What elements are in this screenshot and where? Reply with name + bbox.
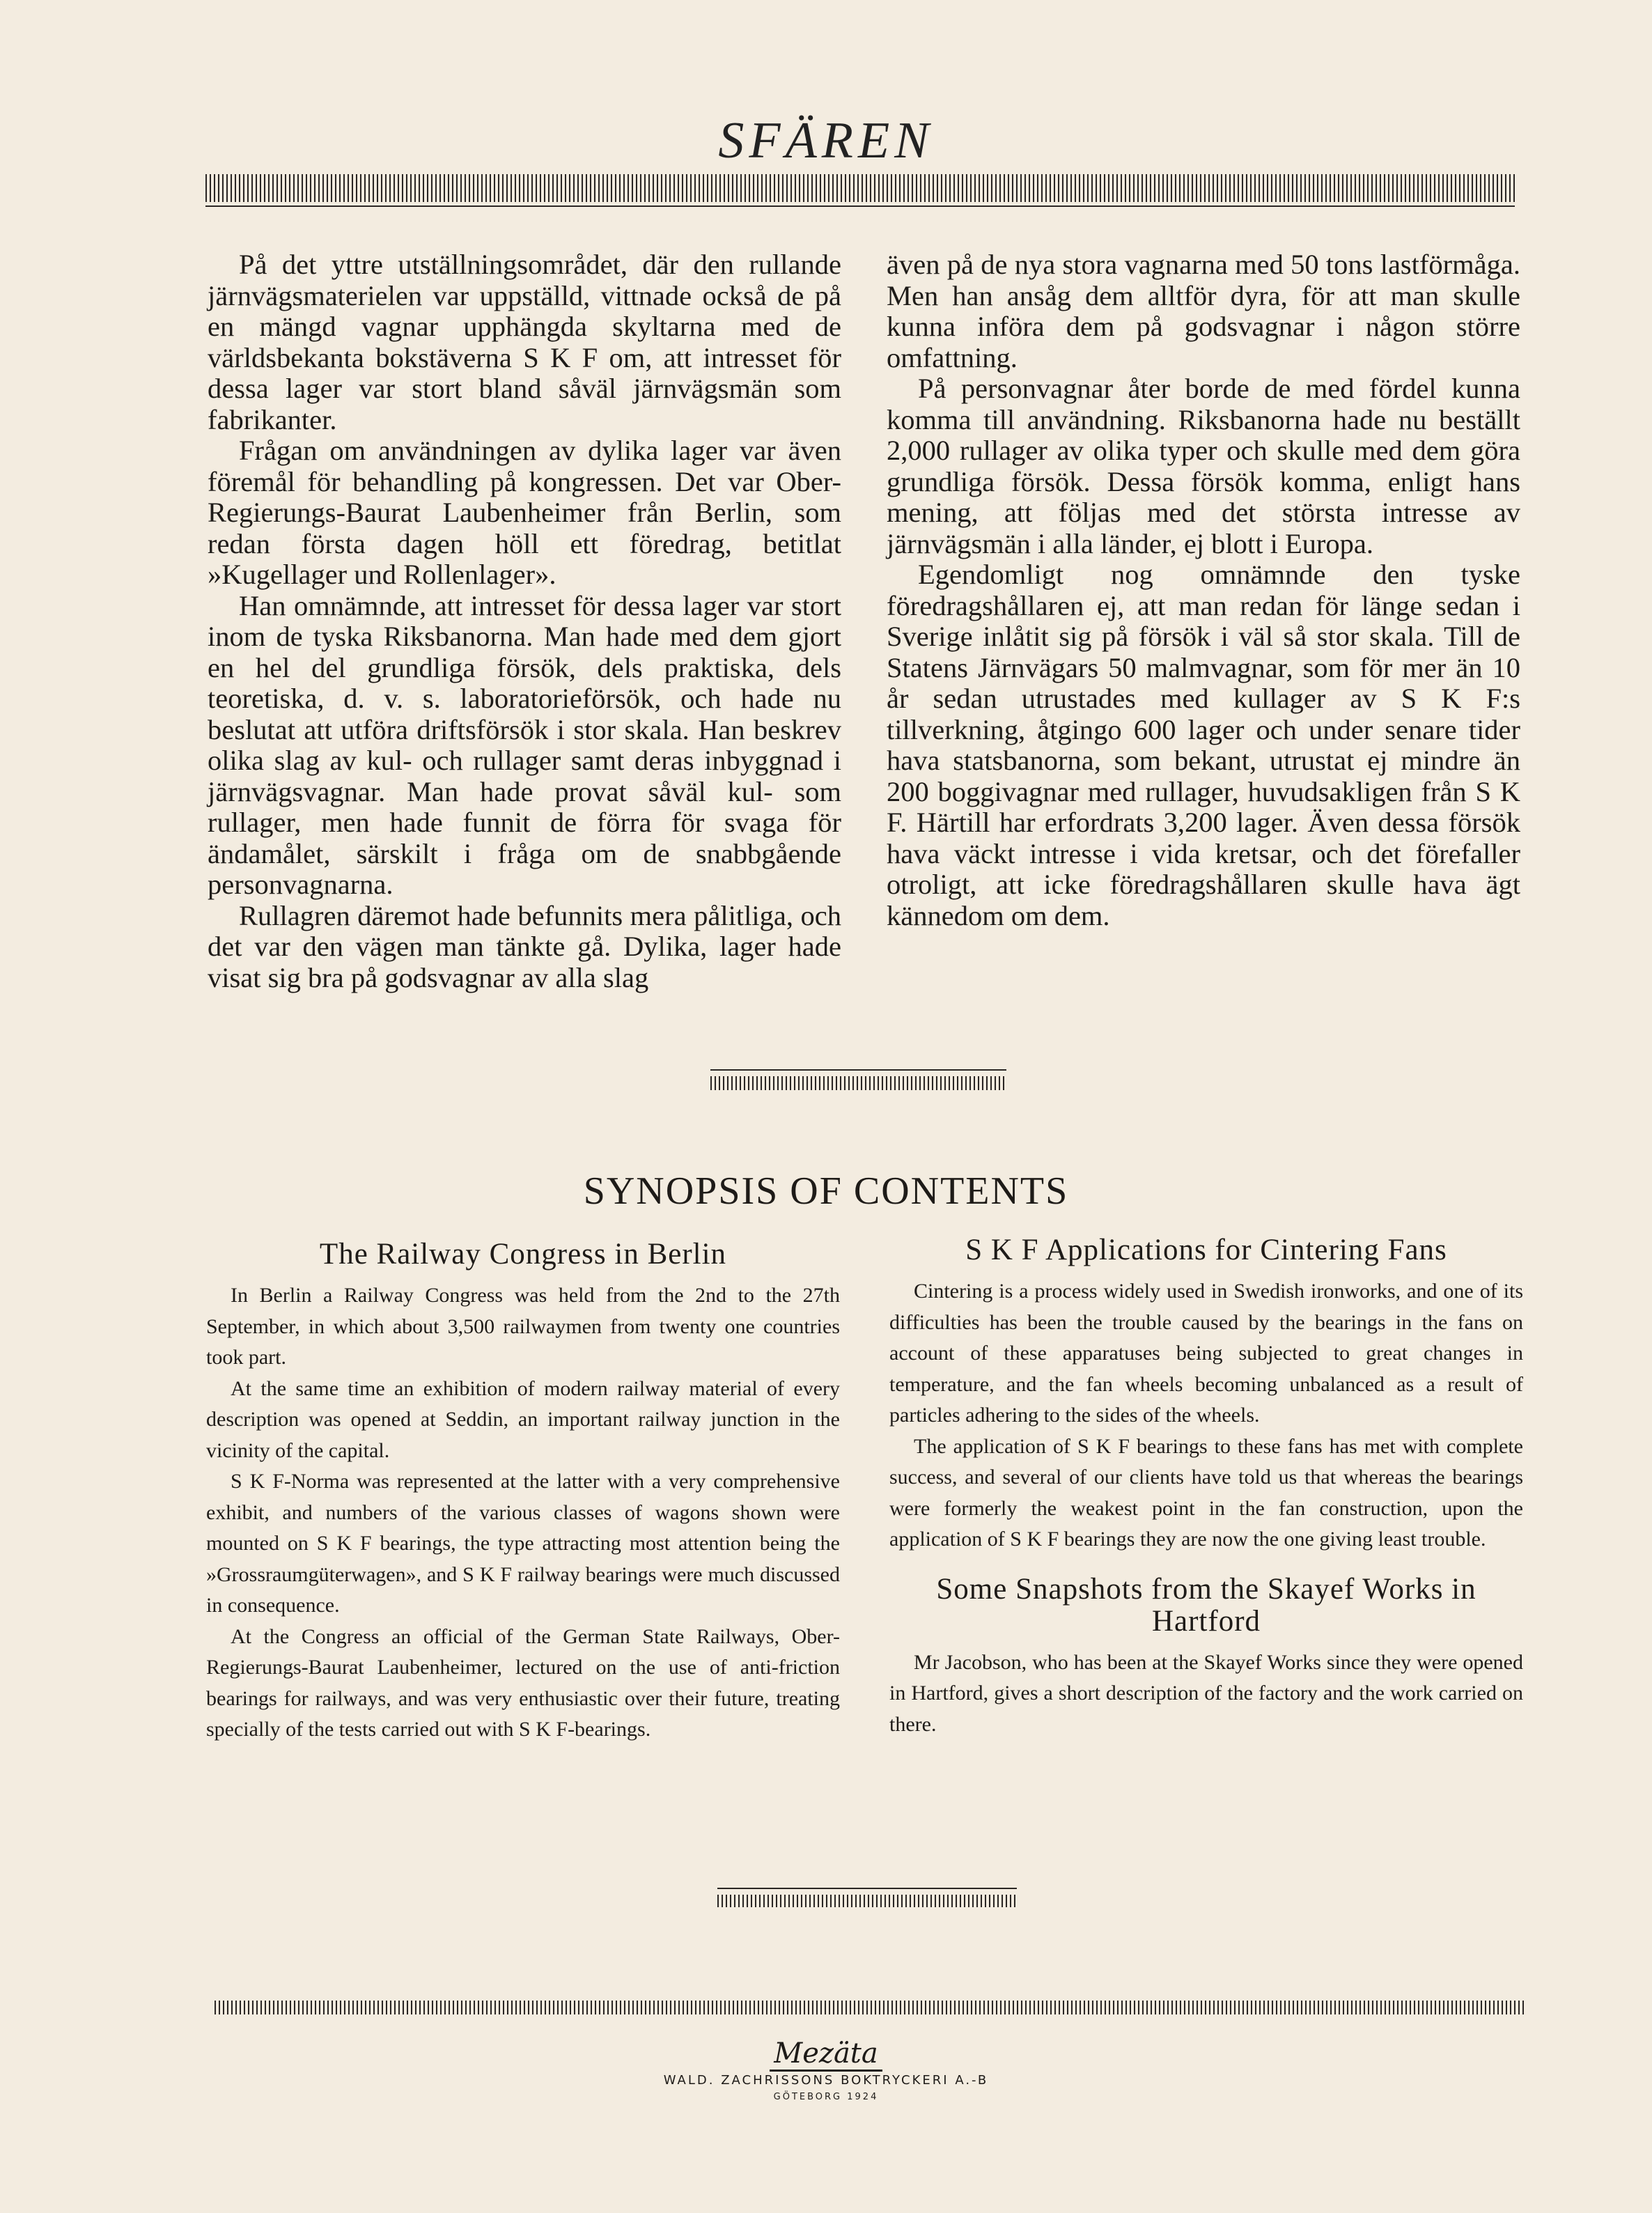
masthead-title: SFÄREN — [718, 112, 934, 169]
paragraph: även på de nya stora vagnarna med 50 tons lastförmåga. Men han ansåg dem alltför dyra, för att man skulle kunna införa dem på godsvagnar i någon större omfattning. — [887, 249, 1520, 373]
section-heading: Some Snapshots from the Skayef Works in Hartford — [936, 1572, 1476, 1638]
synopsis-column-right — [889, 1234, 1523, 1740]
paragraph: S K F-Norma was represented at the latter with a very comprehensive exhibit, and numbers of the various classes of wagons shown were mounted on S K F bearings, the type attracting most attention being the »Grossraumgüterwagen», and S K F railway bearings were much discussed in consequence. — [206, 1470, 840, 1617]
printer-name: WALD. ZACHRISSONS BOKTRYCKERI A.-B — [663, 2073, 989, 2088]
paragraph: Han omnämnde, att intresset för dessa lager var stort inom de tyska Riksbanorna. Man hade med dem gjort en hel del grundliga försök, dels praktiska, dels teoretiska, d. v. s. laboratorieförsök, och hade nu beslutat att utföra driftsförsök i stor skala. Han beskrev olika slag av kul- och rullager samt deras inbyggnad i järnvägsvagnar. Man hade provat såväl kul- som rullager, men hade funnit de förra för svaga för ändamålet, särskilt i fråga om de snabbgående personvagnarna. — [208, 589, 841, 900]
paragraph: Frågan om användningen av dylika lager var även föremål för behandling på kongressen. Det var Ober-Regierungs-Baurat Laubenheimer från Berlin, som redan första dagen höll ett föredrag, betitlat »Kugellager und Rollenlager». — [208, 435, 841, 590]
printer-place: GÖTEBORG 1924 — [773, 2092, 879, 2102]
paragraph: På personvagnar åter borde de med fördel kunna komma till användning. Riksbanorna hade nu beställt 2,000 rullager av olika typer och skulle med dem göra grundliga försök. Dessa försök komma, enligt hans mening, att följas med det största intresse av järnvägsmän i alla länder, ej blott i Europa. — [887, 373, 1520, 559]
bottom-rule — [215, 2001, 1524, 2014]
paragraph: På det yttre utställningsområdet, där den rullande järnvägsmaterielen var uppställd, vittnade också de på en mängd vagnar upphängda skyltarna med de världsbekanta bokstäverna S K F om, att intresset för dessa lager var stort bland såväl järnvägsmän som fabrikanter. — [208, 249, 841, 435]
paragraph: Mr Jacobson, who has been at the Skayef Works since they were opened in Hartford, gives a short description of the factory and the work carried on there. — [889, 1650, 1523, 1736]
divider-ornament — [710, 1076, 1006, 1090]
synopsis-title: SYNOPSIS OF CONTENTS — [583, 1170, 1069, 1213]
section-heading: The Railway Congress in Berlin — [319, 1238, 727, 1271]
paragraph: Rullagren däremot hade befunnits mera pålitliga, och det var den vägen man tänkte gå. Dylika, lager hade visat sig bra på godsvagnar av alla slag — [208, 899, 841, 993]
swedish-column-right — [887, 249, 1520, 931]
section-heading: S K F Applications for Cintering Fans — [965, 1234, 1447, 1266]
divider-ornament — [717, 1895, 1017, 1907]
paragraph: In Berlin a Railway Congress was held from the 2nd to the 27th September, in which about 3,500 railwaymen from twenty one countries took part. — [206, 1284, 840, 1369]
divider-hairline — [717, 1888, 1017, 1889]
paragraph: The application of S K F bearings to these fans has met with complete success, and several of our clients have told us that whereas the bearings were formerly the weakest point in the fan construction, upon the application of S K F bearings they are now the one giving least trouble. — [889, 1434, 1523, 1551]
paragraph: At the same time an exhibition of modern railway material of every description was opened at Seddin, an important railway junction in the vicinity of the capital. — [206, 1376, 840, 1462]
top-rule — [205, 174, 1515, 202]
printer-logo: Mezäta — [0, 2040, 1652, 2067]
swedish-column-left — [208, 249, 841, 993]
paragraph: Egendomligt nog omnämnde den tyske föredragshållaren ej, att man redan för länge sedan i Sverige inlåtit sig på försök i väl så stor skala. Till de Statens Järnvägars 50 malmvagnar, som för mer än 10 år sedan utrustades med kullager av S K F:s tillverkning, åtgingo 600 lager och under senare tider hava statsbanorna, som bekant, utrustat ej mindre än 200 boggivagnar med rullager, huvudsakligen från S K F. Härtill har erfordrats 3,200 lager. Även dessa försök hava väckt intresse i vida kretsar, och det förefaller otroligt, att icke föredragshållaren skulle hava ägt kännedom om dem. — [887, 559, 1520, 931]
synopsis-column-left — [206, 1238, 840, 1746]
paragraph: At the Congress an official of the German State Railways, Ober-Regierungs-Baurat Laubenheimer, lectured on the use of anti-friction bearings for railways, and was very enthusiastic over their future, treating specially of the tests carried out with S K F-bearings. — [206, 1624, 840, 1741]
top-rule-hairline — [205, 205, 1515, 207]
divider-hairline — [710, 1069, 1006, 1071]
paragraph: Cintering is a process widely used in Swedish ironworks, and one of its difficulties has been the trouble caused by the bearings in the fans on account of these apparatuses being subjected to great changes in temperature, and the fan wheels becoming unbalanced as a result of particles adhering to the sides of the wheels. — [889, 1280, 1523, 1427]
